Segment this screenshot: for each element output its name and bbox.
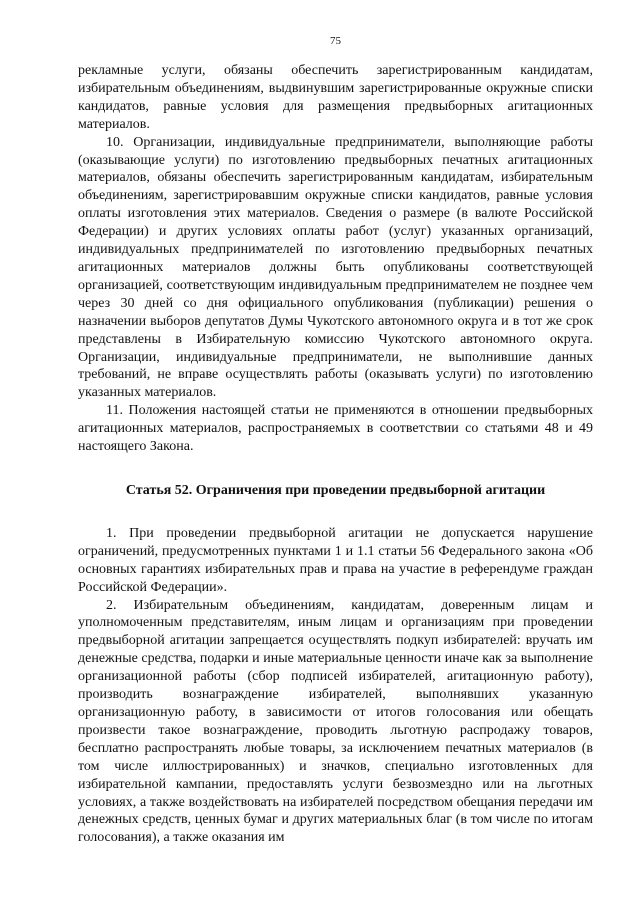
page-number: 75 [330,35,341,47]
paragraph-continuation: рекламные услуги, обязаны обеспечить зарегистрированным кандидатам, избирательным объединениям, выдвинувшим зарегистрированные окружные списки кандидатов, равные условия для размещения предвыборных агитационных материалов. [78,63,593,132]
article-heading: Статья 52. Ограничения при проведении предвыборной агитации [125,482,546,498]
paragraph-item-10: 10. Организации, индивидуальные предприниматели, выполняющие работы (оказывающие услуги) по изготовлению предвыборных печатных агитационных материалов, обязаны обеспечить зарегистрированным кандидатам, избирательным объединениям, зарегистрировавшим окружные списки кандидатов, равные условия оплаты изготовления этих материалов. Сведения о размере (в валюте Российской Федерации) и других условиях оплаты работ (услуг) указанных организаций, индивидуальных предпринимателей по изготовлению предвыборных печатных агитационных материалов должны быть опубликованы соответствующей организацией, соответствующим индивидуальным предпринимателем не позднее чем через 30 дней со дня официального опубликования (публикации) решения о назначении выборов депутатов Думы Чукотского автономного округа и в тот же срок представлены в Избирательную комиссию Чукотского автономного округа. Организации, индивидуальные предприниматели, не выполнившие данных требований, не вправе осуществлять работы (оказывать услуги) по изготовлению указанных материалов. [78,134,593,401]
paragraph-item-11: 11. Положения настоящей статьи не применяются в отношении предвыборных агитационных материалов, распространяемых в соответствии со статьями 48 и 49 настоящего Закона. [78,403,593,455]
article-paragraph-1: 1. При проведении предвыборной агитации не допускается нарушение ограничений, предусмотренных пунктами 1 и 1.1 статьи 56 Федерального закона «Об основных гарантиях избирательных прав и права на участие в референдуме граждан Российской Федерации». [78,525,593,595]
document-page [78,34,593,847]
article-paragraph-2: 2. Избирательным объединениям, кандидатам, доверенным лицам и уполномоченным представителям, иным лицам и организациям при проведении предвыборной агитации запрещается осуществлять подкуп избирателей: вручать им денежные средства, подарки и иные материальные ценности иначе как за выполнение организационной работы (сбор подписей избирателей, агитационную работу), производить вознаграждение избирателей, выполнявших указанную организационную работу, в зависимости от итогов голосования или обещать произвести такое вознаграждение, проводить льготную распродажу товаров, бесплатно распространять любые товары, за исключением печатных материалов (в том числе иллюстрированных) и значков, специально изготовленных для избирательной кампании, предоставлять услуги безвозмездно или на льготных условиях, а также воздействовать на избирателей посредством обещания передачи им денежных средств, ценных бумаг и других материальных благ (в том числе по итогам голосования), а также оказания им [78,597,593,846]
